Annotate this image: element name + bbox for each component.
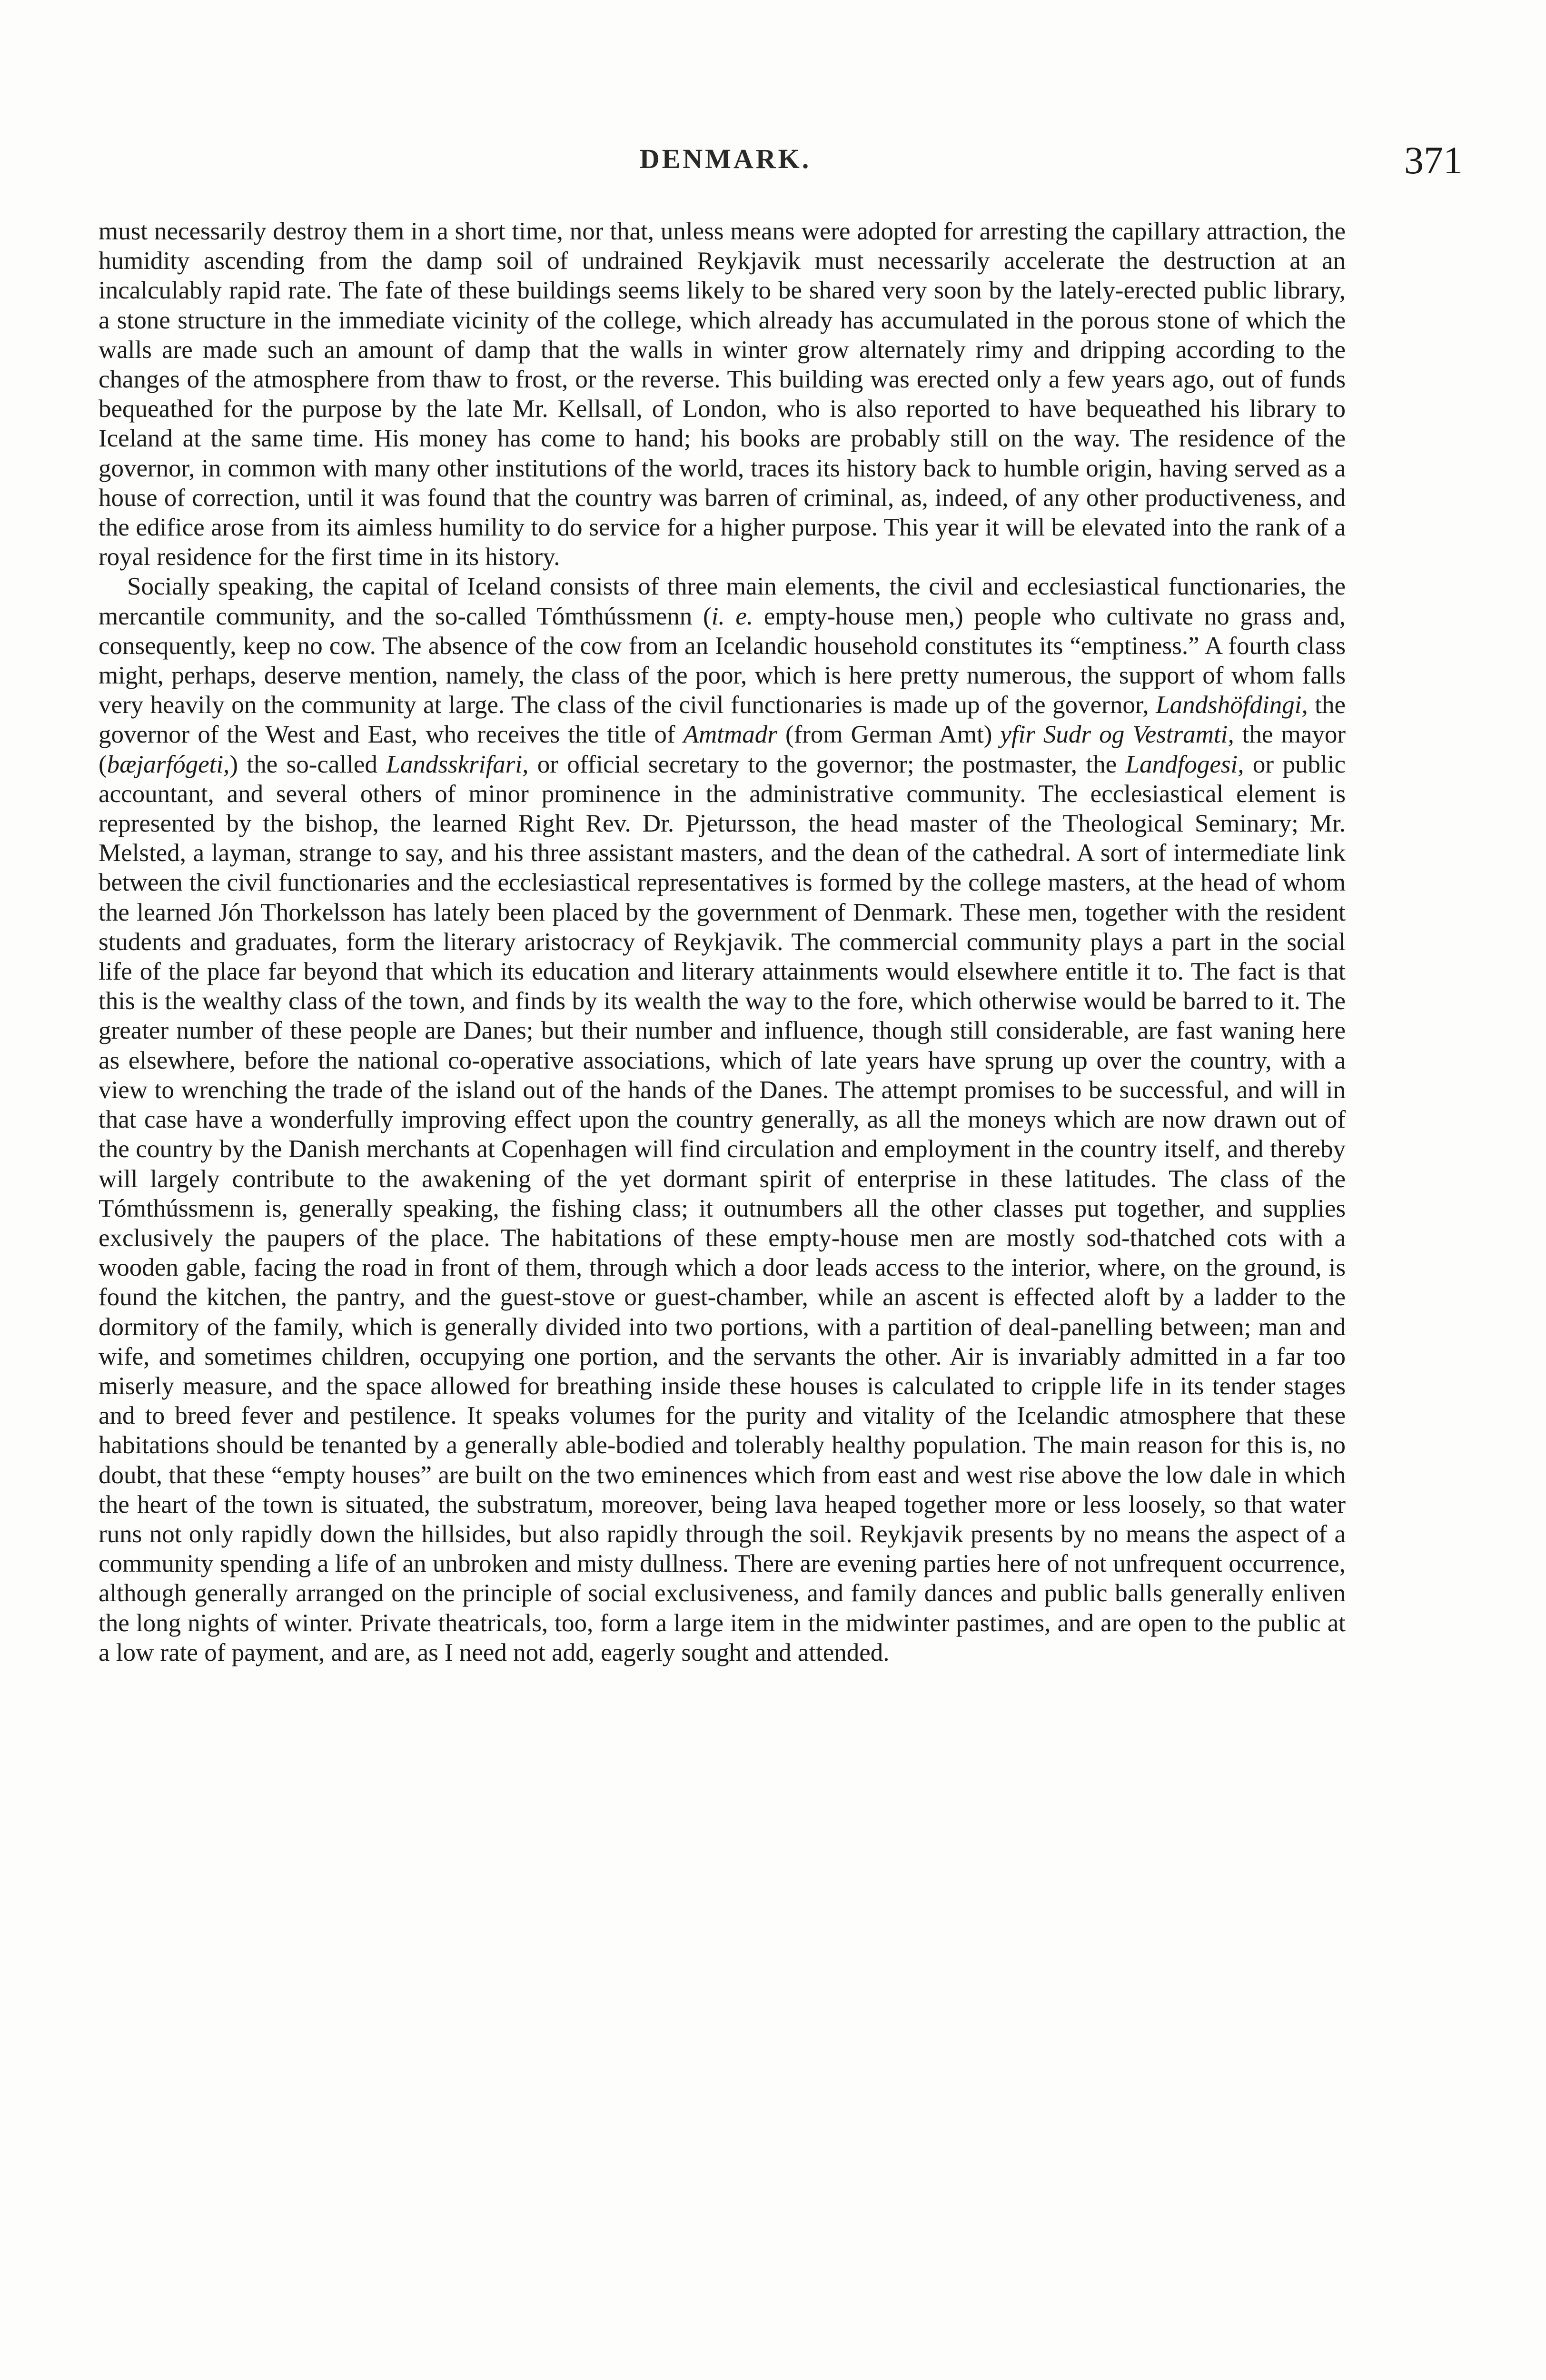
text-run: or official secretary to the governor; the postmaster, the — [528, 750, 1126, 778]
italic-term: Landfogesi, — [1125, 750, 1244, 778]
text-run: must necessarily destroy them in a short time, nor that, unless means were adopted for arresting the capillary attraction, the humidity ascending from the damp soil of undrained Reykjavik must necessarily accelerate the destruction at an incalculably rapid rate. The fate of these buildings seems likely to be shared very soon by the lately-erected public library, a stone structure in the immediate vicinity of the college, which already has accumulated in the porous stone of which the walls are made such an amount of damp that the walls in winter grow alternately rimy and dripping according to the changes of the atmosphere from thaw to frost, or the reverse. This building was erected only a few years ago, out of funds bequeathed for the purpose by the late Mr. Kellsall, of London, who is also reported to have bequeathed his library to Iceland at the same time. His money has come to hand; his books are probably still on the way. The residence of the governor, in common with many other institutions of the world, traces its history back to humble origin, having served as a house of correction, until it was found that the country was barren of criminal, as, indeed, of any other productiveness, and the edifice arose from its aimless humility to do service for a higher purpose. This year it will be elevated into the rank of a royal residence for the first time in its history. — [99, 218, 1346, 571]
paragraph — [99, 572, 1346, 1667]
italic-term: i. e. — [711, 602, 753, 630]
text-run: the governor of the West and East, who receives the title of — [99, 691, 1346, 749]
italic-term: bæjarfógeti, — [107, 750, 230, 778]
italic-term: yfir Sudr og Vestramti, — [1000, 721, 1234, 749]
text-run: ) the so-called — [229, 750, 386, 778]
running-head — [95, 139, 1463, 195]
text-run: or public accountant, and several others of minor prominence in the administrative community. The ecclesiastical element is represented by the bishop, the learned Right Rev. Dr. Pjetursson, the head master of the Theological Seminary; Mr. Melsted, a layman, strange to say, and his three assistant masters, and the dean of the cathedral. A sort of intermediate link between the civil functionaries and the ecclesiastical representatives is formed by the college masters, at the head of whom the learned Jón Thorkelsson has lately been placed by the government of Denmark. These men, together with the resident students and graduates, form the literary aristocracy of Reykjavik. The commercial community plays a part in the social life of the place far beyond that which its education and literary attainments would elsewhere entitle it to. The fact is that this is the wealthy class of the town, and finds by its wealth the way to the fore, which otherwise would be barred to it. The greater number of these people are Danes; but their number and influence, though still considerable, are fast waning here as elsewhere, before the national co-operative associations, which of late years have sprung up over the country, with a view to wrenching the trade of the island out of the hands of the Danes. The attempt promises to be successful, and will in that case have a wonderfully improving effect upon the country generally, as all the moneys which are now drawn out of the country by the Danish merchants at Copenhagen will find circulation and employment in the country itself, and thereby will largely contribute to the awakening of the yet dormant spirit of enterprise in these latitudes. The class of the Tómthússmenn is, generally speaking, the fishing class; it outnumbers all the other classes put together, and supplies exclusively the paupers of the place. The habitations of these empty-house men are mostly sod-thatched cots with a wooden gable, facing the road in front of them, through which a door leads access to the interior, where, on the ground, is found the kitchen, the pantry, and the guest-stove or guest-chamber, while an ascent is effected aloft by a ladder to the dormitory of the family, which is generally divided into two portions, with a partition of deal-panelling between; man and wife, and sometimes children, occupying one portion, and the servants the other. Air is invariably admitted in a far too miserly measure, and the space allowed for breathing inside these houses is calculated to cripple life in its tender stages and to breed fever and pestilence. It speaks volumes for the purity and vitality of the Icelandic atmosphere that these habitations should be tenanted by a generally able-bodied and tolerably healthy population. The main reason for this is, no doubt, that these “empty houses” are built on the two eminences which from east and west rise above the low dale in which the heart of the town is situated, the substratum, moreover, being lava heaped together more or less loosely, so that water runs not only rapidly down the hillsides, but also rapidly through the soil. Reykjavik presents by no means the aspect of a community spending a life of an unbroken and misty dullness. There are evening parties here of not unfrequent occurrence, although generally arranged on the principle of social exclusiveness, and family dances and public balls generally enliven the long nights of winter. Private theatricals, too, form a large item in the midwinter pastimes, and are open to the public at a low rate of payment, and are, as I need not add, eagerly sought and attended. — [99, 750, 1346, 1666]
italic-term: Amtmadr — [683, 721, 777, 749]
body-text — [99, 217, 1346, 1667]
page-number: 371 — [1404, 139, 1463, 182]
text-run: (from German Amt) — [777, 721, 1001, 749]
paragraph — [99, 217, 1346, 572]
italic-term: Landshöfdingi, — [1156, 691, 1308, 719]
text-run: the mayor ( — [99, 721, 1346, 778]
running-title: DENMARK. — [639, 143, 812, 174]
text-run: empty-house men,) people who cultivate no grass and, consequently, keep no cow. The absence of the cow from an Icelandic household constitutes its “emptiness.” A fourth class might, perhaps, deserve mention, namely, the class of the poor, which is here pretty numerous, the support of whom falls very heavily on the community at large. The class of the civil functionaries is made up of the governor, — [99, 602, 1346, 719]
italic-term: Landsskrifari, — [386, 750, 529, 778]
text-run: Socially speaking, the capital of Iceland consists of three main elements, the civil and ecclesiastical functionaries, the mercantile community, and the so-called Tómthússmenn ( — [99, 573, 1346, 630]
